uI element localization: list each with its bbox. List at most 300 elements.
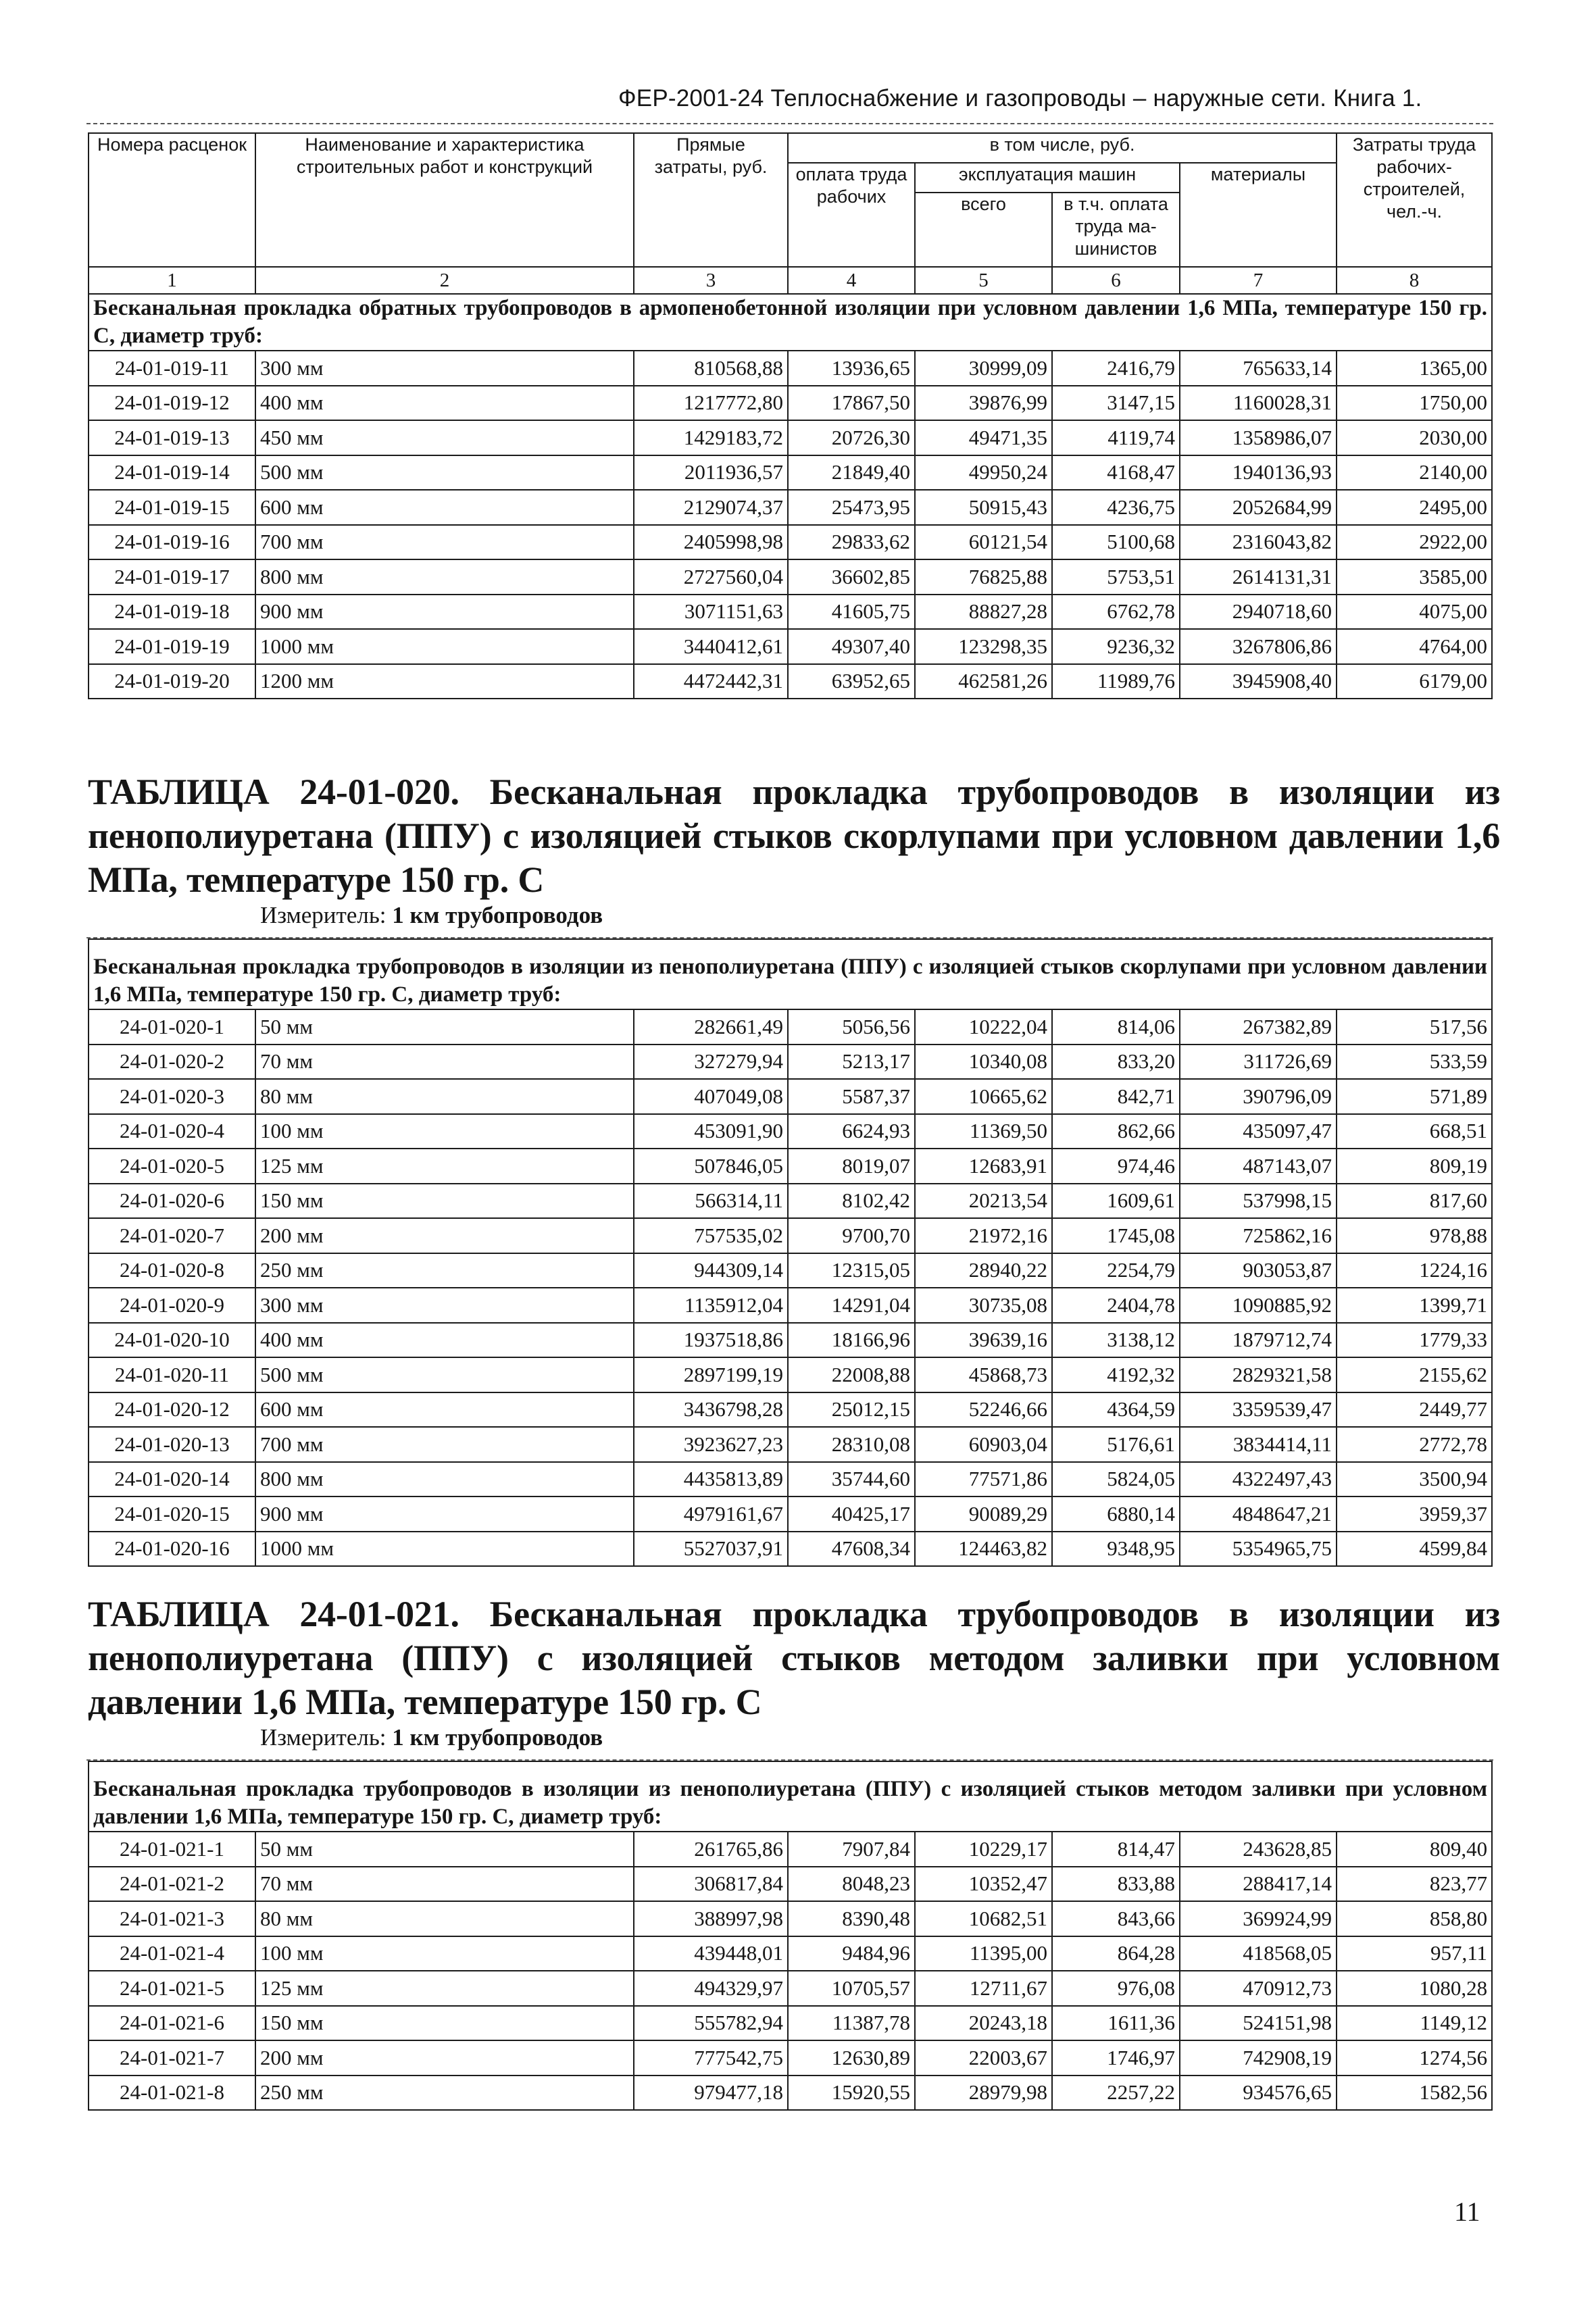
machinists-pay: 1611,36 <box>1052 2006 1180 2041</box>
rate-code: 24-01-019-17 <box>89 559 255 595</box>
machines-total: 52246,66 <box>915 1392 1052 1428</box>
direct-costs: 494329,97 <box>634 1971 788 2006</box>
machinists-pay: 3147,15 <box>1052 386 1180 421</box>
rate-code: 24-01-020-8 <box>89 1253 255 1288</box>
rate-code: 24-01-021-3 <box>89 1901 255 1936</box>
table-row <box>89 595 1492 630</box>
workers-pay: 25473,95 <box>788 490 915 525</box>
labor-hours: 1080,28 <box>1337 1971 1492 2006</box>
machines-total: 20243,18 <box>915 2006 1052 2041</box>
work-description: 80 мм <box>255 1079 634 1114</box>
table-row <box>89 1936 1492 1971</box>
workers-pay: 29833,62 <box>788 525 915 560</box>
workers-pay: 10705,57 <box>788 1971 915 2006</box>
materials: 3834414,11 <box>1180 1427 1337 1462</box>
machinists-pay: 5753,51 <box>1052 559 1180 595</box>
labor-hours: 1779,33 <box>1337 1323 1492 1358</box>
materials: 369924,99 <box>1180 1901 1337 1936</box>
direct-costs: 261765,86 <box>634 1832 788 1867</box>
materials: 4322497,43 <box>1180 1462 1337 1497</box>
rate-code: 24-01-021-2 <box>89 1867 255 1902</box>
direct-costs: 1937518,86 <box>634 1323 788 1358</box>
machinists-pay: 11989,76 <box>1052 664 1180 699</box>
workers-pay: 18166,96 <box>788 1323 915 1358</box>
column-number: 5 <box>915 267 1052 294</box>
labor-hours: 858,80 <box>1337 1901 1492 1936</box>
labor-hours: 957,11 <box>1337 1936 1492 1971</box>
materials: 1160028,31 <box>1180 386 1337 421</box>
table-row <box>89 1009 1492 1045</box>
direct-costs: 4435813,89 <box>634 1462 788 1497</box>
machinists-pay: 4119,74 <box>1052 420 1180 455</box>
materials: 903053,87 <box>1180 1253 1337 1288</box>
rate-code: 24-01-019-14 <box>89 455 255 491</box>
table-row <box>89 490 1492 525</box>
table-row <box>89 420 1492 455</box>
labor-hours: 571,89 <box>1337 1079 1492 1114</box>
rate-code: 24-01-019-15 <box>89 490 255 525</box>
materials: 765633,14 <box>1180 351 1337 386</box>
header-materials: материалы <box>1180 163 1337 267</box>
labor-hours: 809,19 <box>1337 1149 1492 1184</box>
direct-costs: 5527037,91 <box>634 1532 788 1567</box>
machines-total: 124463,82 <box>915 1532 1052 1567</box>
machinists-pay: 5100,68 <box>1052 525 1180 560</box>
running-head: ФЕР-2001-24 Теплоснабжение и газопроводы – наружные сети. Книга 1. <box>618 85 1422 111</box>
machinists-pay: 814,47 <box>1052 1832 1180 1867</box>
workers-pay: 5056,56 <box>788 1009 915 1045</box>
table-row <box>89 1867 1492 1902</box>
rate-code: 24-01-020-9 <box>89 1288 255 1323</box>
machines-total: 30735,08 <box>915 1288 1052 1323</box>
section-title-019: Бесканальная прокладка обратных трубопроводов в армопенобетонной изоляции при условном давлении 1,6 МПа, температуре 150 гр. С, диаметр труб: <box>89 294 1492 351</box>
machinists-pay: 2404,78 <box>1052 1288 1180 1323</box>
work-description: 900 мм <box>255 1496 634 1532</box>
materials: 435097,47 <box>1180 1114 1337 1149</box>
labor-hours: 1149,12 <box>1337 2006 1492 2041</box>
machinists-pay: 4192,32 <box>1052 1357 1180 1392</box>
table-row <box>89 1392 1492 1428</box>
rate-code: 24-01-021-4 <box>89 1936 255 1971</box>
materials: 1879712,74 <box>1180 1323 1337 1358</box>
work-description: 300 мм <box>255 351 634 386</box>
rates-table-020 <box>88 938 1493 1567</box>
materials: 742908,19 <box>1180 2040 1337 2076</box>
rate-code: 24-01-019-12 <box>89 386 255 421</box>
machines-total: 90089,29 <box>915 1496 1052 1532</box>
machines-total: 49471,35 <box>915 420 1052 455</box>
header-machines-group: эксплуатация машин <box>915 163 1180 193</box>
workers-pay: 8048,23 <box>788 1867 915 1902</box>
materials: 470912,73 <box>1180 1971 1337 2006</box>
table-title-021: ТАБЛИЦА 24-01-021. Бесканальная прокладка трубопроводов в изоляции из пенополиуретана (ППУ) с изоляцией стыков методом заливки при условном давлении 1,6 МПа, температуре 150 гр. С <box>88 1594 1500 1722</box>
column-number: 6 <box>1052 267 1180 294</box>
workers-pay: 36602,85 <box>788 559 915 595</box>
table-row <box>89 1323 1492 1358</box>
machines-total: 11369,50 <box>915 1114 1052 1149</box>
workers-pay: 12630,89 <box>788 2040 915 2076</box>
materials: 934576,65 <box>1180 2076 1337 2111</box>
table-title-020: ТАБЛИЦА 24-01-020. Бесканальная прокладка трубопроводов в изоляции из пенополиуретана (ППУ) с изоляцией стыков скорлупами при условном давлении 1,6 МПа, температуре 150 гр. С <box>88 772 1500 900</box>
workers-pay: 8390,48 <box>788 1901 915 1936</box>
table-row <box>89 351 1492 386</box>
materials: 1940136,93 <box>1180 455 1337 491</box>
work-description: 150 мм <box>255 1184 634 1219</box>
workers-pay: 35744,60 <box>788 1462 915 1497</box>
materials: 288417,14 <box>1180 1867 1337 1902</box>
work-description: 250 мм <box>255 1253 634 1288</box>
table-row <box>89 629 1492 664</box>
work-description: 900 мм <box>255 595 634 630</box>
rate-code: 24-01-020-3 <box>89 1079 255 1114</box>
materials: 390796,09 <box>1180 1079 1337 1114</box>
materials: 311726,69 <box>1180 1045 1337 1080</box>
machinists-pay: 4236,75 <box>1052 490 1180 525</box>
table-row <box>89 1288 1492 1323</box>
materials: 2052684,99 <box>1180 490 1337 525</box>
direct-costs: 327279,94 <box>634 1045 788 1080</box>
materials: 3359539,47 <box>1180 1392 1337 1428</box>
machines-total: 462581,26 <box>915 664 1052 699</box>
rate-code: 24-01-020-15 <box>89 1496 255 1532</box>
labor-hours: 2140,00 <box>1337 455 1492 491</box>
labor-hours: 809,40 <box>1337 1832 1492 1867</box>
materials: 2829321,58 <box>1180 1357 1337 1392</box>
table-row <box>89 1079 1492 1114</box>
machinists-pay: 974,46 <box>1052 1149 1180 1184</box>
materials: 2940718,60 <box>1180 595 1337 630</box>
rate-code: 24-01-020-6 <box>89 1184 255 1219</box>
workers-pay: 5587,37 <box>788 1079 915 1114</box>
machines-total: 28940,22 <box>915 1253 1052 1288</box>
machines-total: 76825,88 <box>915 559 1052 595</box>
labor-hours: 533,59 <box>1337 1045 1492 1080</box>
machinists-pay: 2257,22 <box>1052 2076 1180 2111</box>
section-title-021: Бесканальная прокладка трубопроводов в изоляции из пенополиуретана (ППУ) с изоляцией стыков методом заливки при условном давлении 1,6 МПа, температуре 150 гр. С, диаметр труб: <box>89 1761 1492 1832</box>
machinists-pay: 4364,59 <box>1052 1392 1180 1428</box>
rate-code: 24-01-021-1 <box>89 1832 255 1867</box>
workers-pay: 8102,42 <box>788 1184 915 1219</box>
header-table <box>88 132 1493 699</box>
machinists-pay: 842,71 <box>1052 1079 1180 1114</box>
materials: 5354965,75 <box>1180 1532 1337 1567</box>
rate-code: 24-01-020-16 <box>89 1532 255 1567</box>
work-description: 600 мм <box>255 490 634 525</box>
workers-pay: 7907,84 <box>788 1832 915 1867</box>
column-number: 3 <box>634 267 788 294</box>
table-row <box>89 386 1492 421</box>
workers-pay: 5213,17 <box>788 1045 915 1080</box>
workers-pay: 40425,17 <box>788 1496 915 1532</box>
header-workers-pay: оплата труда рабочих <box>788 163 915 267</box>
workers-pay: 9484,96 <box>788 1936 915 1971</box>
header-machinists-pay: в т.ч. оплата труда ма-шинистов <box>1052 193 1180 267</box>
column-number: 7 <box>1180 267 1337 294</box>
direct-costs: 757535,02 <box>634 1218 788 1253</box>
workers-pay: 9700,70 <box>788 1218 915 1253</box>
rate-code: 24-01-021-6 <box>89 2006 255 2041</box>
materials: 267382,89 <box>1180 1009 1337 1045</box>
materials: 418568,05 <box>1180 1936 1337 1971</box>
work-description: 100 мм <box>255 1936 634 1971</box>
labor-hours: 978,88 <box>1337 1218 1492 1253</box>
machinists-pay: 833,88 <box>1052 1867 1180 1902</box>
rates-table-021 <box>88 1761 1493 2111</box>
workers-pay: 21849,40 <box>788 455 915 491</box>
work-description: 70 мм <box>255 1867 634 1902</box>
work-description: 200 мм <box>255 1218 634 1253</box>
rate-code: 24-01-020-1 <box>89 1009 255 1045</box>
work-description: 100 мм <box>255 1114 634 1149</box>
machines-total: 22003,67 <box>915 2040 1052 2076</box>
work-description: 1000 мм <box>255 1532 634 1567</box>
machinists-pay: 1746,97 <box>1052 2040 1180 2076</box>
work-description: 80 мм <box>255 1901 634 1936</box>
machines-total: 10229,17 <box>915 1832 1052 1867</box>
table-row <box>89 559 1492 595</box>
machinists-pay: 6762,78 <box>1052 595 1180 630</box>
workers-pay: 20726,30 <box>788 420 915 455</box>
machinists-pay: 5176,61 <box>1052 1427 1180 1462</box>
column-number-row <box>89 267 1492 294</box>
work-description: 1200 мм <box>255 664 634 699</box>
labor-hours: 3585,00 <box>1337 559 1492 595</box>
direct-costs: 282661,49 <box>634 1009 788 1045</box>
table-row <box>89 1253 1492 1288</box>
machines-total: 77571,86 <box>915 1462 1052 1497</box>
workers-pay: 25012,15 <box>788 1392 915 1428</box>
direct-costs: 2727560,04 <box>634 559 788 595</box>
machinists-pay: 2254,79 <box>1052 1253 1180 1288</box>
rate-code: 24-01-020-11 <box>89 1357 255 1392</box>
rate-code: 24-01-020-2 <box>89 1045 255 1080</box>
table-row <box>89 1462 1492 1497</box>
materials: 487143,07 <box>1180 1149 1337 1184</box>
rate-code: 24-01-019-13 <box>89 420 255 455</box>
work-description: 125 мм <box>255 1149 634 1184</box>
workers-pay: 14291,04 <box>788 1288 915 1323</box>
rate-code: 24-01-020-4 <box>89 1114 255 1149</box>
direct-costs: 453091,90 <box>634 1114 788 1149</box>
rate-code: 24-01-019-18 <box>89 595 255 630</box>
machines-total: 10682,51 <box>915 1901 1052 1936</box>
direct-costs: 4472442,31 <box>634 664 788 699</box>
meter-value: 1 км трубопроводов <box>392 902 603 928</box>
workers-pay: 41605,75 <box>788 595 915 630</box>
materials: 725862,16 <box>1180 1218 1337 1253</box>
labor-hours: 1582,56 <box>1337 2076 1492 2111</box>
machines-total: 21972,16 <box>915 1218 1052 1253</box>
machines-total: 28979,98 <box>915 2076 1052 2111</box>
labor-hours: 1274,56 <box>1337 2040 1492 2076</box>
rates-table-021-body <box>89 1832 1492 2110</box>
work-description: 50 мм <box>255 1832 634 1867</box>
meter-label: Измеритель: <box>260 1724 386 1751</box>
direct-costs: 777542,75 <box>634 2040 788 2076</box>
machines-total: 12683,91 <box>915 1149 1052 1184</box>
machines-total: 10665,62 <box>915 1079 1052 1114</box>
direct-costs: 1217772,80 <box>634 386 788 421</box>
direct-costs: 2897199,19 <box>634 1357 788 1392</box>
table-row <box>89 1045 1492 1080</box>
workers-pay: 12315,05 <box>788 1253 915 1288</box>
machinists-pay: 814,06 <box>1052 1009 1180 1045</box>
rates-table-020-body <box>89 1009 1492 1566</box>
direct-costs: 555782,94 <box>634 2006 788 2041</box>
direct-costs: 407049,08 <box>634 1079 788 1114</box>
column-number: 8 <box>1337 267 1492 294</box>
rate-code: 24-01-021-8 <box>89 2076 255 2111</box>
labor-hours: 4599,84 <box>1337 1532 1492 1567</box>
table-row <box>89 1427 1492 1462</box>
materials: 4848647,21 <box>1180 1496 1337 1532</box>
work-description: 800 мм <box>255 559 634 595</box>
direct-costs: 4979161,67 <box>634 1496 788 1532</box>
work-description: 500 мм <box>255 1357 634 1392</box>
work-description: 50 мм <box>255 1009 634 1045</box>
direct-costs: 944309,14 <box>634 1253 788 1288</box>
rate-code: 24-01-020-13 <box>89 1427 255 1462</box>
header-labor-hours: Затраты труда рабочих-строителей, чел.-ч. <box>1337 133 1492 267</box>
direct-costs: 3071151,63 <box>634 595 788 630</box>
direct-costs: 1135912,04 <box>634 1288 788 1323</box>
machines-total: 60903,04 <box>915 1427 1052 1462</box>
machinists-pay: 1745,08 <box>1052 1218 1180 1253</box>
work-description: 125 мм <box>255 1971 634 2006</box>
direct-costs: 507846,05 <box>634 1149 788 1184</box>
materials: 537998,15 <box>1180 1184 1337 1219</box>
column-number: 2 <box>255 267 634 294</box>
work-description: 800 мм <box>255 1462 634 1497</box>
labor-hours: 4764,00 <box>1337 629 1492 664</box>
table-row <box>89 1218 1492 1253</box>
machines-total: 30999,09 <box>915 351 1052 386</box>
labor-hours: 823,77 <box>1337 1867 1492 1902</box>
direct-costs: 3440412,61 <box>634 629 788 664</box>
meter-value: 1 км трубопроводов <box>392 1724 603 1751</box>
labor-hours: 6179,00 <box>1337 664 1492 699</box>
materials: 3945908,40 <box>1180 664 1337 699</box>
work-description: 1000 мм <box>255 629 634 664</box>
machines-total: 20213,54 <box>915 1184 1052 1219</box>
meter-021 <box>260 1724 603 1751</box>
table-row <box>89 1901 1492 1936</box>
workers-pay: 17867,50 <box>788 386 915 421</box>
materials: 1358986,07 <box>1180 420 1337 455</box>
work-description: 450 мм <box>255 420 634 455</box>
workers-pay: 13936,65 <box>788 351 915 386</box>
table-row <box>89 1532 1492 1567</box>
labor-hours: 2772,78 <box>1337 1427 1492 1462</box>
direct-costs: 566314,11 <box>634 1184 788 1219</box>
labor-hours: 2495,00 <box>1337 490 1492 525</box>
direct-costs: 3436798,28 <box>634 1392 788 1428</box>
column-number: 4 <box>788 267 915 294</box>
machines-total: 39876,99 <box>915 386 1052 421</box>
table-row <box>89 1496 1492 1532</box>
machines-total: 123298,35 <box>915 629 1052 664</box>
rate-code: 24-01-019-20 <box>89 664 255 699</box>
rate-code: 24-01-020-14 <box>89 1462 255 1497</box>
machinists-pay: 6880,14 <box>1052 1496 1180 1532</box>
machinists-pay: 4168,47 <box>1052 455 1180 491</box>
page-number: 11 <box>1454 2196 1480 2227</box>
workers-pay: 8019,07 <box>788 1149 915 1184</box>
rate-code: 24-01-020-10 <box>89 1323 255 1358</box>
work-description: 70 мм <box>255 1045 634 1080</box>
machines-total: 50915,43 <box>915 490 1052 525</box>
labor-hours: 817,60 <box>1337 1184 1492 1219</box>
work-description: 400 мм <box>255 386 634 421</box>
machinists-pay: 864,28 <box>1052 1936 1180 1971</box>
workers-pay: 22008,88 <box>788 1357 915 1392</box>
labor-hours: 2449,77 <box>1337 1392 1492 1428</box>
work-description: 200 мм <box>255 2040 634 2076</box>
machines-total: 10340,08 <box>915 1045 1052 1080</box>
machinists-pay: 862,66 <box>1052 1114 1180 1149</box>
labor-hours: 2030,00 <box>1337 420 1492 455</box>
table-row <box>89 2040 1492 2076</box>
table-row <box>89 1114 1492 1149</box>
direct-costs: 810568,88 <box>634 351 788 386</box>
table-row <box>89 1149 1492 1184</box>
rate-code: 24-01-020-7 <box>89 1218 255 1253</box>
labor-hours: 4075,00 <box>1337 595 1492 630</box>
rates-table-019 <box>89 351 1492 699</box>
machines-total: 10222,04 <box>915 1009 1052 1045</box>
labor-hours: 2922,00 <box>1337 525 1492 560</box>
direct-costs: 1429183,72 <box>634 420 788 455</box>
direct-costs: 2011936,57 <box>634 455 788 491</box>
work-description: 250 мм <box>255 2076 634 2111</box>
work-description: 700 мм <box>255 1427 634 1462</box>
labor-hours: 1750,00 <box>1337 386 1492 421</box>
header-rate-number: Номера расценок <box>89 133 255 267</box>
workers-pay: 28310,08 <box>788 1427 915 1462</box>
materials: 524151,98 <box>1180 2006 1337 2041</box>
labor-hours: 3500,94 <box>1337 1462 1492 1497</box>
workers-pay: 47608,34 <box>788 1532 915 1567</box>
rate-code: 24-01-019-19 <box>89 629 255 664</box>
header-rule <box>86 123 1493 124</box>
workers-pay: 11387,78 <box>788 2006 915 2041</box>
workers-pay: 63952,65 <box>788 664 915 699</box>
header-machines-total: всего <box>915 193 1052 267</box>
direct-costs: 439448,01 <box>634 1936 788 1971</box>
workers-pay: 6624,93 <box>788 1114 915 1149</box>
machines-total: 88827,28 <box>915 595 1052 630</box>
labor-hours: 2155,62 <box>1337 1357 1492 1392</box>
machinists-pay: 2416,79 <box>1052 351 1180 386</box>
labor-hours: 517,56 <box>1337 1009 1492 1045</box>
machines-total: 49950,24 <box>915 455 1052 491</box>
materials: 243628,85 <box>1180 1832 1337 1867</box>
direct-costs: 306817,84 <box>634 1867 788 1902</box>
section-title-020: Бесканальная прокладка трубопроводов в изоляции из пенополиуретана (ППУ) с изоляцией стыков скорлупами при условном давлении 1,6 МПа, температуре 150 гр. С, диаметр труб: <box>89 939 1492 1009</box>
rate-code: 24-01-021-5 <box>89 1971 255 2006</box>
direct-costs: 2405998,98 <box>634 525 788 560</box>
workers-pay: 15920,55 <box>788 2076 915 2111</box>
table-row <box>89 1832 1492 1867</box>
table-row <box>89 455 1492 491</box>
header-direct-costs: Прямые затраты, руб. <box>634 133 788 267</box>
machines-total: 10352,47 <box>915 1867 1052 1902</box>
work-description: 500 мм <box>255 455 634 491</box>
materials: 2316043,82 <box>1180 525 1337 560</box>
direct-costs: 3923627,23 <box>634 1427 788 1462</box>
table-row <box>89 2076 1492 2111</box>
materials: 1090885,92 <box>1180 1288 1337 1323</box>
